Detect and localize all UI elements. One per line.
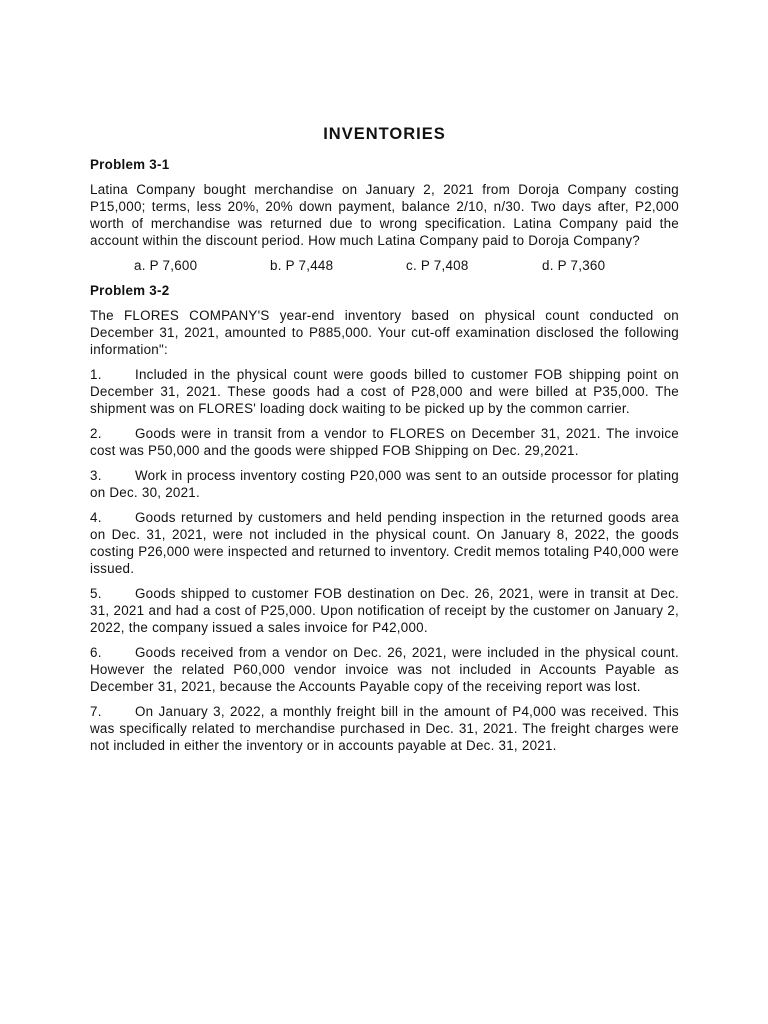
choice-b: b. P 7,448 bbox=[270, 258, 334, 273]
problem-2-intro: The FLORES COMPANY'S year-end inventory based on physical count conducted on December 31, 2021, amounted to P885,000. Your cut-off examination disclosed the following information": bbox=[90, 308, 679, 357]
item-number: 2. bbox=[90, 426, 102, 441]
problem-2-item-7 bbox=[90, 703, 679, 754]
item-text: Work in process inventory costing P20,000 was sent to an outside processor for plating on Dec. 30, 2021. bbox=[90, 468, 679, 500]
item-text: Goods shipped to customer FOB destination on Dec. 26, 2021, were in transit at Dec. 31, 2021 and had a cost of P25,000. Upon notification of receipt by the customer on January 2, 2022, the company issued a sales invoice for P42,000. bbox=[90, 586, 679, 635]
item-number: 4. bbox=[90, 510, 102, 525]
item-text: On January 3, 2022, a monthly freight bill in the amount of P4,000 was received. This was specifically related to merchandise purchased in Dec. 31, 2021. The freight charges were not included in either the inventory or in accounts payable at Dec. 31, 2021. bbox=[90, 704, 679, 753]
problem-2-item-3 bbox=[90, 467, 679, 501]
choice-c: c. P 7,408 bbox=[406, 258, 469, 273]
page-title: INVENTORIES bbox=[323, 125, 446, 143]
item-text: Goods received from a vendor on Dec. 26, 2021, were included in the physical count. However the related P60,000 vendor invoice was not included in Accounts Payable as December 31, 2021, because the Accounts Payable copy of the receiving report was lost. bbox=[90, 645, 679, 694]
problem-2-item-2 bbox=[90, 425, 679, 459]
item-text: Goods were in transit from a vendor to FLORES on December 31, 2021. The invoice cost was P50,000 and the goods were shipped FOB Shipping on Dec. 29,2021. bbox=[90, 426, 679, 458]
choice-d: d. P 7,360 bbox=[542, 258, 606, 273]
problem-2-heading: Problem 3-2 bbox=[90, 283, 170, 298]
problem-1-heading: Problem 3-1 bbox=[90, 157, 170, 172]
problem-1-text: Latina Company bought merchandise on January 2, 2021 from Doroja Company costing P15,000; terms, less 20%, 20% down payment, balance 2/10, n/30. Two days after, P2,000 worth of merchandise was returned due to wrong specification. Latina Company paid the account within the discount period. How much Latina Company paid to Doroja Company? bbox=[90, 182, 679, 248]
item-text: Goods returned by customers and held pending inspection in the returned goods area on Dec. 31, 2021, were not included in the physical count. On January 8, 2022, the goods costing P26,000 were inspected and returned to inventory. Credit memos totaling P40,000 were issued. bbox=[90, 510, 679, 576]
item-text: Included in the physical count were goods billed to customer FOB shipping point on December 31, 2021. These goods had a cost of P28,000 and were billed at P35,000. The shipment was on FLORES' loading dock waiting to be picked up by the common carrier. bbox=[90, 367, 679, 416]
item-number: 3. bbox=[90, 468, 102, 483]
item-number: 6. bbox=[90, 645, 102, 660]
problem-2-item-4 bbox=[90, 509, 679, 577]
document-page bbox=[90, 126, 679, 762]
problem-1-choices bbox=[90, 257, 679, 274]
problem-2-item-1 bbox=[90, 366, 679, 417]
problem-2-item-5 bbox=[90, 585, 679, 636]
item-number: 1. bbox=[90, 367, 102, 382]
item-number: 5. bbox=[90, 586, 102, 601]
problem-2-item-6 bbox=[90, 644, 679, 695]
choice-a: a. P 7,600 bbox=[134, 258, 198, 273]
item-number: 7. bbox=[90, 704, 102, 719]
